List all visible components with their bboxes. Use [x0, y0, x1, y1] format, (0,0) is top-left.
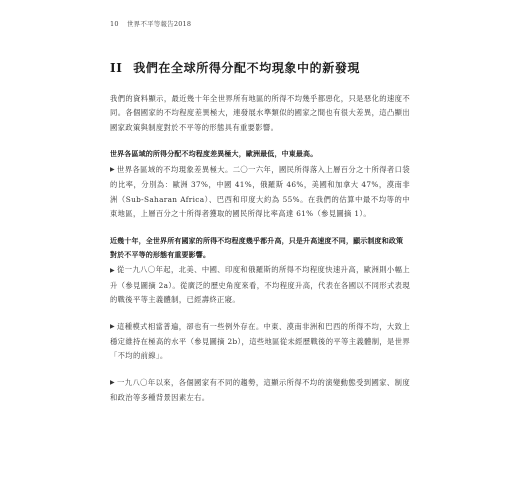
- bullet-triangle-icon: ▶: [110, 323, 116, 331]
- section-title-text: 我們在全球所得分配不均現象中的新發現: [133, 61, 361, 75]
- running-title: 世界不平等報告2018: [126, 20, 192, 28]
- bullet-paragraph: [110, 320, 410, 364]
- book-page: [110, 18, 410, 406]
- section-title: [110, 60, 410, 76]
- bullet-triangle-icon: ▶: [110, 266, 116, 274]
- bullet-triangle-icon: ▶: [110, 379, 116, 387]
- page-number: 10: [110, 20, 119, 28]
- running-header: [110, 18, 410, 30]
- intro-paragraph: 我們的資料顯示，最近幾十年全世界所有地區的所得不均幾乎都惡化，只是惡化的速度不同。各個國家的不均程度差異極大，連發展水準類似的國家之間也有很大差異，這凸顯出國家政策與制度對於不平等的形態具有重要影響。: [110, 94, 410, 132]
- paragraph-text: 從一九八〇年起，北美、中國、印度和俄羅斯的所得不均程度快速升高，歐洲則小幅上升（參見圖摘 2a）。從廣泛的歷史角度來看，不均程度升高，代表在各國以不同形式表現的戰後平等主義體制，已經壽終正寢。: [110, 265, 410, 305]
- paragraph-text: 世界各區域的不均現象差異極大。二〇一六年，國民所得落入上層百分之十所得者口袋的比率，分別為：歐洲 37%，中國 41%，俄羅斯 46%，美國和加拿大 47%，漠南非洲（Sub-Saharan Africa）、巴西和印度大約為 55%。在我們的估算中最不均等的中東地區，上層百分之十所得者獲取的國民所得比率高達 61%（參見圖摘 1）。: [110, 164, 410, 218]
- paragraph-text: 一九八〇年以來，各個國家有不同的趨勢，這顯示所得不均的演變動態受到國家、制度和政治等多種背景因素左右。: [110, 377, 410, 403]
- bullet-paragraph: [110, 376, 410, 406]
- paragraph-text: 這種模式相當普遍，卻也有一些例外存在。中東、漠南非洲和巴西的所得不均，大致上穩定維持在極高的水平（參見圖摘 2b），這些地區從未經歷戰後的平等主義體制，是世界「不均的前線」。: [110, 321, 410, 361]
- section-numeral: II: [110, 61, 123, 75]
- bullet-paragraph: [110, 263, 410, 307]
- block-heading-rising-inequality: 近幾十年，全世界所有國家的所得不均程度幾乎都升高，只是升高速度不同，顯示制度和政策對於不平等的形態有重要影響。: [110, 237, 404, 259]
- bullet-triangle-icon: ▶: [110, 166, 116, 174]
- bullet-paragraph: [110, 163, 410, 222]
- block-heading-regional-inequality: 世界各區域的所得分配不均程度差異極大，歐洲最低，中東最高。: [110, 150, 318, 159]
